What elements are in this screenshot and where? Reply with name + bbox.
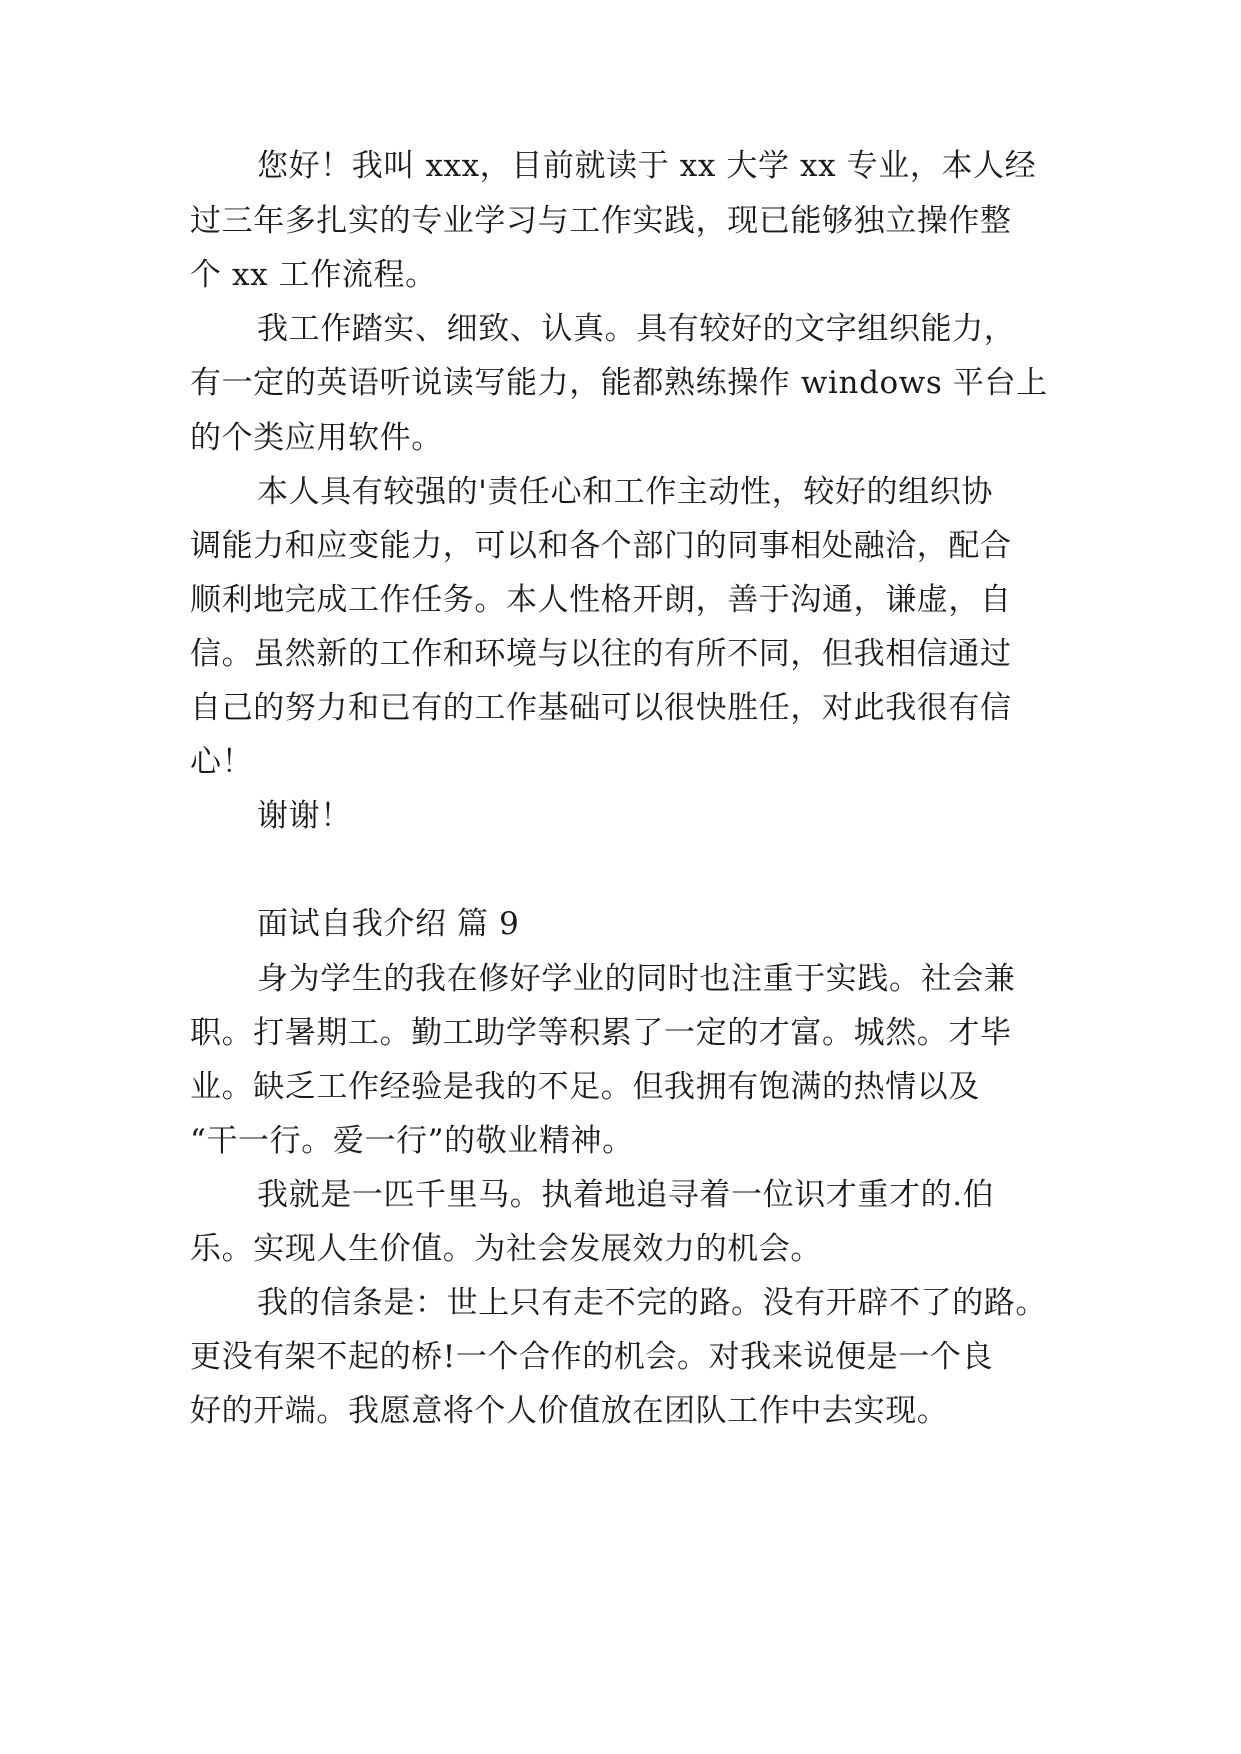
text-line: 过三年多扎实的专业学习与工作实践，现已能够独立操作整 <box>190 203 1012 239</box>
text-line: 心！ <box>190 744 254 780</box>
text-line: 好的开端。我愿意将个人价值放在团队工作中去实现。 <box>190 1393 949 1429</box>
text-line: 职。打暑期工。勤工助学等积累了一定的才富。城然。才毕 <box>190 1015 1012 1051</box>
text-line: 乐。实现人生价值。为社会发展效力的机会。 <box>190 1231 822 1267</box>
text-line: 我工作踏实、细致、认真。具有较好的文字组织能力， <box>257 311 1016 347</box>
text-line: 个 xx 工作流程。 <box>190 257 437 293</box>
text-line: 我就是一匹千里马。执着地追寻着一位识才重才的.伯 <box>257 1177 995 1213</box>
section-heading: 面试自我介绍 篇 9 <box>257 906 520 942</box>
text-line: 自己的努力和已有的工作基础可以很快胜任，对此我很有信 <box>190 690 1012 726</box>
text-line: 信。虽然新的工作和环境与以往的有所不同，但我相信通过 <box>190 636 1012 672</box>
text-line: 顺利地完成工作任务。本人性格开朗，善于沟通，谦虚，自 <box>190 582 1012 618</box>
text-line: 更没有架不起的桥!一个合作的机会。对我来说便是一个良 <box>190 1339 994 1375</box>
text-line: 身为学生的我在修好学业的同时也注重于实践。社会兼 <box>257 961 1016 997</box>
text-line: 的个类应用软件。 <box>190 420 443 456</box>
text-line: 您好！我叫 xxx，目前就读于 xx 大学 xx 专业，本人经 <box>257 148 1037 184</box>
text-line: 调能力和应变能力，可以和各个部门的同事相处融洽，配合 <box>190 528 1012 564</box>
text-line: 有一定的英语听说读写能力，能都熟练操作 windows 平台上 <box>190 365 1048 401</box>
text-line: 本人具有较强的'责任心和工作主动性，较好的组织协 <box>257 474 993 510</box>
text-line: 谢谢！ <box>257 798 352 834</box>
text-line: 我的信条是：世上只有走不完的路。没有开辟不了的路。 <box>257 1285 1047 1321</box>
text-line: 业。缺乏工作经验是我的不足。但我拥有饱满的热情以及 <box>190 1069 980 1105</box>
text-line: “干一行。爱一行”的敬业精神。 <box>190 1123 634 1159</box>
